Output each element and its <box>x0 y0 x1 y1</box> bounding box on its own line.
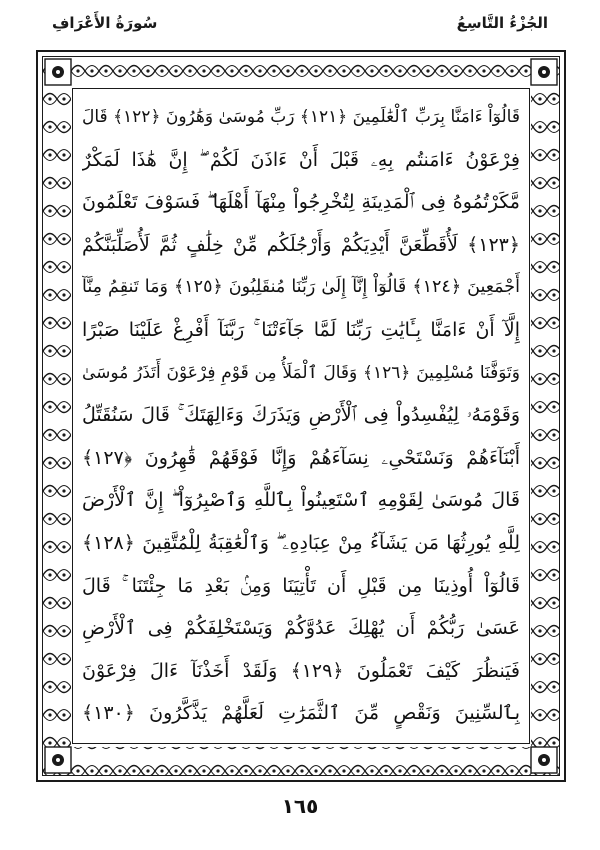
verse-line: أَجْمَعِينَ ﴿١٢٤﴾ قَالُوٓاْ إِنَّآ إِلَىٰ رَبِّنَا مُنقَلِبُونَ ﴿١٢٥﴾ وَمَا تَنقِمُ مِنَّآ <box>82 277 520 298</box>
verse-line: بِٱلسِّنِينَ وَنَقْصٍ مِّنَ ٱلثَّمَرَٰتِ لَعَلَّهُمْ يَذَّكَّرُونَ ﴿١٣٠﴾ <box>82 702 520 725</box>
surah-label: سُورَةُ الأَعْرَافِ <box>52 14 158 32</box>
verse-line: وَقَوْمَهُۥ لِيُفْسِدُواْ فِى ٱلْأَرْضِ وَيَذَرَكَ وَءَالِهَتَكَ ۚ قَالَ سَنُقَتِّلُ <box>82 404 520 427</box>
verse-line: فِرْعَوْنُ ءَامَنتُم بِهِۦ قَبْلَ أَنْ ءَاذَنَ لَكُمْ ۖ إِنَّ هَٰذَا لَمَكْرٌ <box>82 148 520 171</box>
verse-line: مَّكَرْتُمُوهُ فِى ٱلْمَدِينَةِ لِتُخْرِجُواْ مِنْهَآ أَهْلَهَا ۖ فَسَوْفَ تَعْلَمُونَ <box>82 191 520 214</box>
verse-line: لِلَّهِ يُورِثُهَا مَن يَشَآءُ مِنْ عِبَادِهِۦ ۖ وَٱلْعَٰقِبَةُ لِلْمُتَّقِينَ ﴿١٢٨﴾ <box>82 531 520 554</box>
verse-line: إِلَّآ أَنْ ءَامَنَّا بِـَٔايَٰتِ رَبِّنَا لَمَّا جَآءَتْنَا ۚ رَبَّنَآ أَفْرِغْ عَلَيْنَا صَبْرًا <box>82 318 520 341</box>
verse-line: ﴿١٢٣﴾ لَأُقَطِّعَنَّ أَيْدِيَكُمْ وَأَرْجُلَكُم مِّنْ خِلَٰفٍ ثُمَّ لَأُصَلِّبَنَّكُمْ <box>82 233 520 256</box>
verse-line: قَالُوٓاْ أُوذِينَا مِن قَبْلِ أَن تَأْتِيَنَا وَمِنۢ بَعْدِ مَا جِئْتَنَا ۚ قَالَ <box>82 574 520 597</box>
page-number: ١٦٥ <box>281 794 319 818</box>
verse-line: قَالَ مُوسَىٰ لِقَوْمِهِ ٱسْتَعِينُواْ بِٱللَّهِ وَٱصْبِرُوٓاْ ۖ إِنَّ ٱلْأَرْضَ <box>82 489 520 512</box>
verse-line: عَسَىٰ رَبُّكُمْ أَن يُهْلِكَ عَدُوَّكُمْ وَيَسْتَخْلِفَكُمْ فِى ٱلْأَرْضِ <box>82 617 520 640</box>
verse-line: وَتَوَفَّنَا مُسْلِمِينَ ﴿١٢٦﴾ وَقَالَ ٱلْمَلَأُ مِن قَوْمِ فِرْعَوْنَ أَتَذَرُ مُوسَىٰ <box>82 362 520 383</box>
verse-line: قَالُوٓاْ ءَامَنَّا بِرَبِّ ٱلْعَٰلَمِينَ ﴿١٢١﴾ رَبِّ مُوسَىٰ وَهَٰرُونَ ﴿١٢٢﴾ قَالَ <box>82 107 520 127</box>
verse-line: فَيَنظُرَ كَيْفَ تَعْمَلُونَ ﴿١٢٩﴾ وَلَقَدْ أَخَذْنَآ ءَالَ فِرْعَوْنَ <box>82 659 520 682</box>
juz-label: الجُزْءُ التَّاسِعُ <box>456 14 548 32</box>
verse-text <box>82 96 520 736</box>
verse-line: أَبْنَآءَهُمْ وَنَسْتَحْىِۦ نِسَآءَهُمْ وَإِنَّا فَوْقَهُمْ قَٰهِرُونَ ﴿١٢٧﴾ <box>82 446 520 469</box>
